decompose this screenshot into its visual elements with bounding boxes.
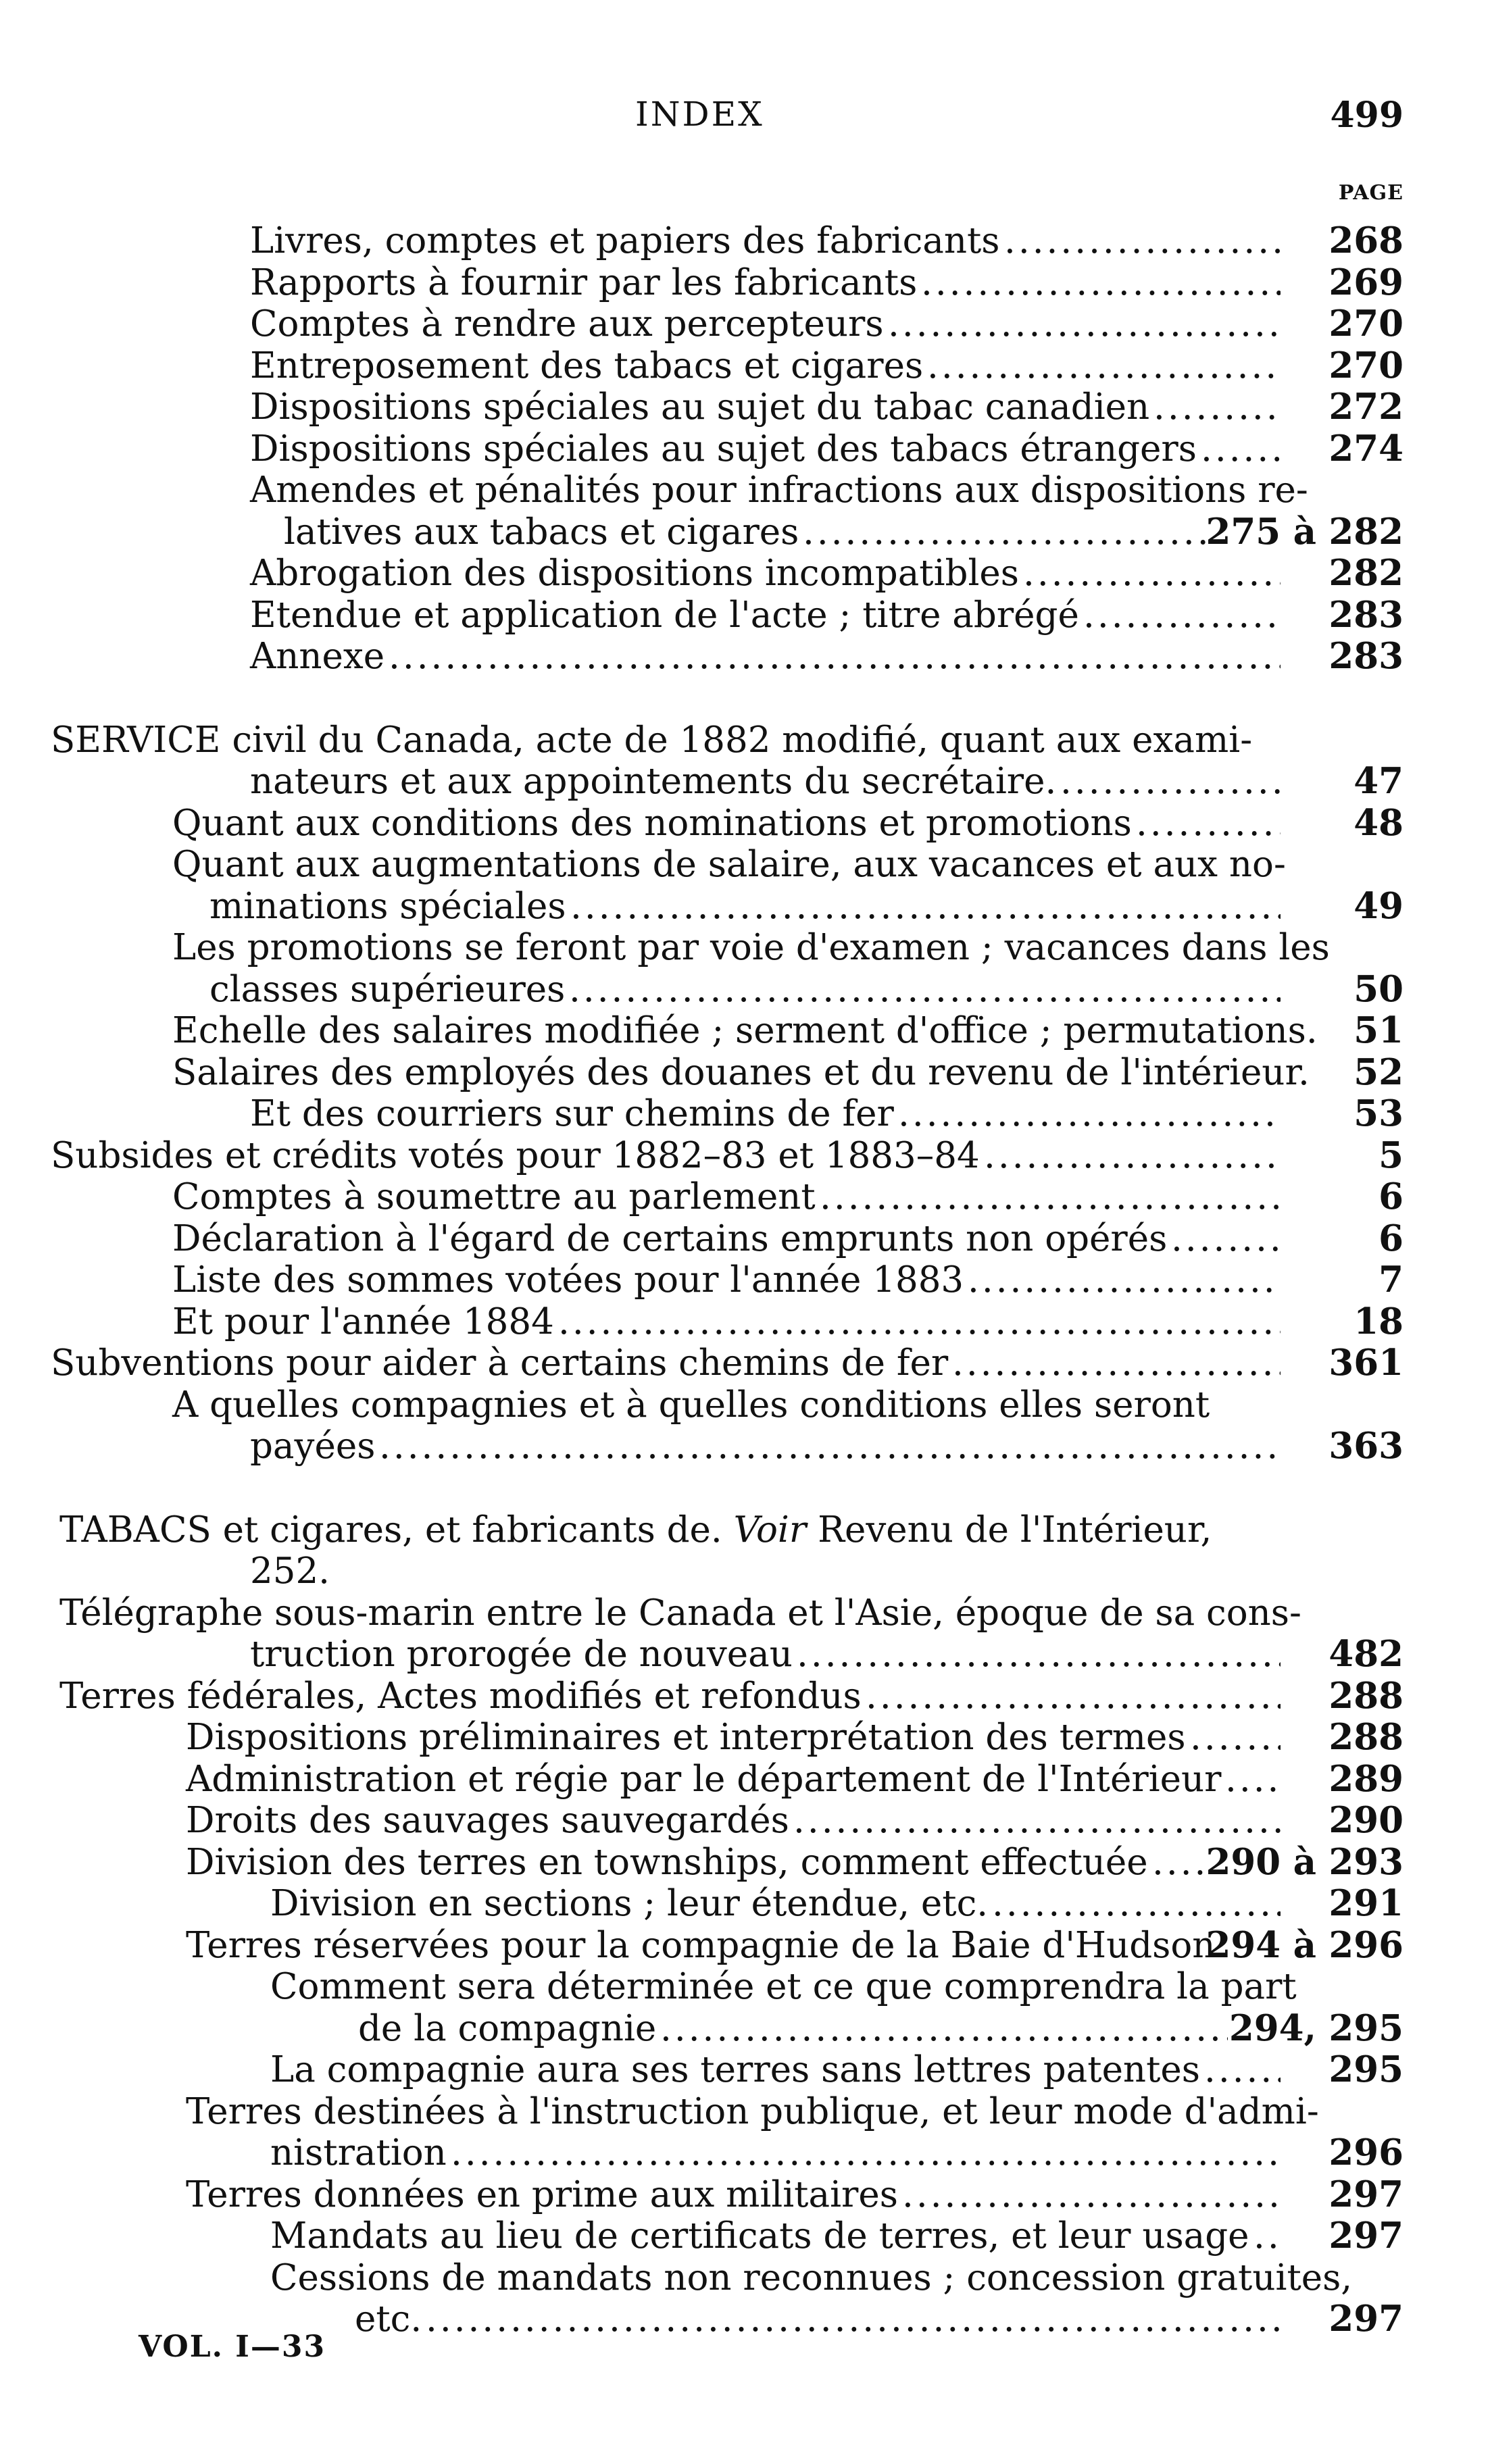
leader-dots — [570, 886, 1281, 928]
leader-dots — [451, 2132, 1281, 2174]
leader-dots — [389, 636, 1281, 678]
index-entry-text: SERVICE civil du Canada, acte de 1882 modifié, quant aux exami- — [51, 719, 1253, 761]
index-entry — [0, 1842, 1490, 1884]
index-entry-line — [0, 2215, 1490, 2257]
leader-dots — [888, 303, 1281, 345]
index-entry-line — [0, 2132, 1490, 2174]
index-entry-line — [0, 1592, 1490, 1634]
index-entry — [0, 262, 1490, 304]
index-entry — [0, 803, 1490, 845]
leader-dots — [1023, 553, 1281, 595]
index-entry-line — [0, 1426, 1490, 1467]
page-reference: 288 — [1328, 1674, 1404, 1717]
index-entry-text: latives aux tabacs et cigares — [284, 511, 799, 553]
index-entry-text: Quant aux augmentations de salaire, aux vacances et aux no- — [172, 844, 1286, 885]
index-entry-text: Dispositions spéciales au sujet des tabacs étrangers — [250, 428, 1197, 470]
index-entry — [0, 303, 1490, 345]
leader-dots — [952, 1342, 1281, 1384]
index-entry-text: nistration — [270, 2132, 447, 2173]
page-reference: 53 — [1354, 1092, 1404, 1134]
index-entry-text: Dispositions préliminaires et interprétation des termes — [186, 1717, 1186, 1758]
page-reference: 6 — [1379, 1176, 1404, 1217]
index-entry — [0, 1010, 1490, 1052]
leader-dots — [820, 1176, 1281, 1218]
index-entry-text: Mandats au lieu de certificats de terres, et leur usage — [270, 2215, 1249, 2257]
index-entry — [0, 1176, 1490, 1218]
index-entry — [0, 1800, 1490, 1842]
index-entry — [0, 1717, 1490, 1759]
index-entry-text: Entreposement des tabacs et cigares — [250, 345, 924, 386]
index-entry-line — [0, 1925, 1490, 1967]
leader-dots — [1153, 386, 1281, 428]
index-entry — [0, 1301, 1490, 1343]
leader-dots — [902, 2174, 1281, 2216]
index-entry-line — [0, 636, 1490, 678]
index-entry — [0, 1883, 1490, 1925]
page-reference: 482 — [1328, 1633, 1404, 1675]
index-entry-line — [0, 1717, 1490, 1759]
leader-dots — [1136, 803, 1281, 845]
leader-dots — [793, 1800, 1281, 1842]
index-entry-text: Cessions de mandats non reconnues ; concession gratuites, — [270, 2257, 1353, 2298]
index-entry-line — [0, 1384, 1490, 1426]
page-reference: 47 — [1354, 760, 1404, 802]
index-entry-text: Quant aux conditions des nominations et promotions — [172, 802, 1132, 844]
page-reference: 52 — [1354, 1051, 1404, 1093]
index-entry-text: truction prorogée de nouveau — [250, 1634, 793, 1675]
page-reference: 7 — [1379, 1259, 1404, 1301]
index-entry-text: Liste des sommes votées pour l'année 1883 — [172, 1259, 964, 1301]
index-entry-line — [0, 1301, 1490, 1343]
index-entry-line — [0, 470, 1490, 511]
page-reference: 291 — [1328, 1882, 1404, 1924]
index-entry — [0, 1259, 1490, 1301]
index-entry-text: Terres données en prime aux militaires — [186, 2173, 898, 2215]
leader-dots — [558, 1301, 1281, 1343]
page-reference: 297 — [1328, 2215, 1404, 2257]
page-reference: 275 à 282 — [1206, 510, 1404, 553]
leader-dots — [569, 969, 1281, 1011]
index-entry-line — [0, 844, 1490, 886]
index-entry — [0, 595, 1490, 636]
index-entry-line — [0, 345, 1490, 387]
page-reference: 294 à 296 — [1206, 1924, 1404, 1966]
index-entry-text: Les promotions se feront par voie d'examen ; vacances dans les — [172, 927, 1330, 968]
index-entry-line — [0, 2174, 1490, 2216]
index-entry-line — [0, 428, 1490, 470]
page-reference: 48 — [1354, 801, 1404, 844]
index-entry-text: A quelles compagnies et à quelles conditions elles seront — [172, 1384, 1210, 1426]
index-entry — [0, 1966, 1490, 2049]
leader-dots — [927, 345, 1281, 387]
leader-dots — [1004, 220, 1281, 262]
leader-dots — [921, 262, 1281, 304]
index-entry-text: Dispositions spéciales au sujet du tabac canadien — [250, 386, 1150, 428]
index-entry-text: TABACS et cigares, et fabricants de. Voir Revenu de l'Intérieur, — [59, 1509, 1212, 1551]
index-entry-line — [0, 2091, 1490, 2133]
page-reference: 51 — [1354, 1009, 1404, 1051]
index-entry-text: Terres fédérales, Actes modifiés et refondus — [59, 1675, 862, 1717]
index-entry-line — [0, 1883, 1490, 1925]
page-reference: 50 — [1354, 967, 1404, 1010]
index-entry — [0, 220, 1490, 262]
index-entry-line — [0, 1634, 1490, 1676]
index-entry-text: Terres réservées pour la compagnie de la Baie d'Hudson — [186, 1924, 1216, 1966]
leader-dots — [1253, 2215, 1281, 2257]
leader-dots — [984, 1135, 1281, 1177]
leader-dots — [1204, 2049, 1281, 2091]
index-entry — [0, 2215, 1490, 2257]
index-entry-text: Droits des sauvages sauvegardés — [186, 1800, 789, 1841]
index-entry-text: Amendes et pénalités pour infractions aux dispositions re- — [250, 470, 1308, 511]
index-entry-line — [0, 1342, 1490, 1384]
index-entry-text: Etendue et application de l'acte ; titre abrégé — [250, 594, 1079, 636]
index-entry-text: de la compagnie — [358, 2007, 657, 2049]
page-column-label: PAGE — [1338, 181, 1404, 205]
index-entry-text: Déclaration à l'égard de certains emprunts non opérés — [172, 1217, 1168, 1259]
index-entry — [0, 1384, 1490, 1467]
index-entry-text: nateurs et aux appointements du secrétaire. — [250, 761, 1057, 802]
page-reference: 297 — [1328, 2173, 1404, 2215]
leader-dots — [379, 1426, 1281, 1467]
page-reference: 269 — [1328, 261, 1404, 303]
index-entry-line — [0, 927, 1490, 969]
page-reference: 363 — [1328, 1425, 1404, 1467]
index-entry-line — [0, 386, 1490, 428]
index-entry-line — [0, 1010, 1490, 1052]
leader-dots — [803, 511, 1208, 553]
index-entry-text: Comptes à rendre aux percepteurs — [250, 303, 884, 345]
index-entry-text: Télégraphe sous-marin entre le Canada et l'Asie, époque de sa cons- — [59, 1592, 1301, 1634]
page-reference: 270 — [1328, 344, 1404, 386]
index-entry — [0, 720, 1490, 803]
index-entry — [0, 428, 1490, 470]
index-entry-text: Annexe — [250, 636, 385, 677]
signature-mark: VOL. I—33 — [139, 2330, 326, 2364]
index-entry — [0, 1509, 1490, 1592]
leader-dots — [1171, 1218, 1281, 1260]
index-entry — [0, 1135, 1490, 1177]
leader-dots — [1152, 1842, 1208, 1884]
index-entry-text: classes supérieures — [209, 968, 566, 1010]
index-entry-text: Et des courriers sur chemins de fer — [250, 1093, 894, 1134]
index-entry-text: etc. — [355, 2298, 422, 2340]
page-reference: 272 — [1328, 386, 1404, 428]
index-entry-text: La compagnie aura ses terres sans lettres patentes — [270, 2049, 1200, 2090]
index-entry-line — [0, 1842, 1490, 1884]
index-entry — [0, 1759, 1490, 1801]
index-entry-text: Administration et régie par le département de l'Intérieur — [186, 1758, 1222, 1800]
index-entry-text: Terres destinées à l'instruction publique, et leur mode d'admi- — [186, 2090, 1319, 2132]
index-entry-text: Salaires des employés des douanes et du revenu de l'intérieur. — [172, 1051, 1310, 1093]
leader-dots — [968, 1259, 1281, 1301]
index-entry-line — [0, 886, 1490, 928]
index-entry — [0, 2257, 1490, 2340]
index-entry-line — [0, 1800, 1490, 1842]
index-entry — [0, 345, 1490, 387]
page-header — [0, 95, 1490, 142]
page-number: 499 — [1330, 95, 1404, 136]
index-entry-line — [0, 303, 1490, 345]
index-entry — [0, 470, 1490, 553]
index-entry — [0, 2174, 1490, 2216]
leader-dots — [898, 1093, 1281, 1135]
page-reference: 268 — [1328, 220, 1404, 261]
page-reference: 296 — [1328, 2132, 1404, 2173]
index-entry-line — [0, 1176, 1490, 1218]
leader-dots — [1190, 1717, 1281, 1759]
page-reference: 282 — [1328, 552, 1404, 594]
index-entry-text: Echelle des salaires modifiée ; serment d'office ; permutations. — [172, 1010, 1318, 1051]
index-entry-line — [0, 1759, 1490, 1801]
leader-dots — [1060, 761, 1281, 803]
index-entry-text: Et pour l'année 1884 — [172, 1301, 554, 1342]
index-entry — [0, 2091, 1490, 2174]
index-entry-line — [0, 803, 1490, 845]
index-entry-text: Division en sections ; leur étendue, etc. — [270, 1883, 989, 1924]
index-entry — [0, 844, 1490, 927]
index-entry-line — [0, 553, 1490, 595]
leader-dots — [1083, 595, 1281, 636]
index-entry-text: Rapports à fournir par les fabricants — [250, 261, 918, 303]
index-entry-line — [0, 1052, 1490, 1094]
index-entry — [0, 927, 1490, 1010]
index-entry-line — [0, 1676, 1490, 1717]
leader-dots — [866, 1676, 1281, 1717]
index-entry-line — [0, 262, 1490, 304]
index-entry-line — [0, 220, 1490, 262]
leader-dots — [426, 2298, 1281, 2340]
leader-dots — [1201, 428, 1281, 470]
page-reference: 274 — [1328, 427, 1404, 470]
page-reference: 294, 295 — [1228, 2007, 1404, 2049]
page-reference: 297 — [1328, 2298, 1404, 2340]
index-entry-line — [0, 1966, 1490, 2008]
running-title: INDEX — [635, 95, 764, 134]
index-entry-text: Division des terres en townships, comment effectuée — [186, 1841, 1148, 1883]
index-entry-text: Abrogation des dispositions incompatibles — [250, 553, 1019, 594]
page-reference: 290 — [1328, 1799, 1404, 1841]
index-entry — [0, 386, 1490, 428]
index-entry — [0, 636, 1490, 678]
index-entry-text: minations spéciales — [209, 885, 566, 927]
page-reference: 361 — [1328, 1342, 1404, 1384]
index-entry-text: Subsides et crédits votés pour 1882–83 et 1883–84 — [51, 1134, 980, 1176]
index-entry — [0, 2049, 1490, 2091]
page-reference: 295 — [1328, 2048, 1404, 2090]
index-entry-line — [0, 1509, 1490, 1551]
index-entry-list — [0, 220, 1490, 2340]
page-reference: 5 — [1379, 1134, 1404, 1176]
index-entry-line — [0, 595, 1490, 636]
index-entry-line — [0, 761, 1490, 803]
page-reference: 283 — [1328, 635, 1404, 677]
page-reference: 289 — [1328, 1757, 1404, 1800]
leader-dots — [1225, 1759, 1281, 1801]
index-entry-text: Livres, comptes et papiers des fabricants — [250, 220, 1000, 261]
index-entry-line — [0, 2049, 1490, 2091]
index-entry — [0, 1925, 1490, 1967]
index-entry-line — [0, 2008, 1490, 2050]
index-entry-line — [0, 1259, 1490, 1301]
index-entry — [0, 553, 1490, 595]
index-entry-line — [0, 1135, 1490, 1177]
index-entry — [0, 1218, 1490, 1260]
index-entry — [0, 1342, 1490, 1384]
index-entry — [0, 1093, 1490, 1135]
page-reference: 290 à 293 — [1206, 1840, 1404, 1883]
index-entry-text: Subventions pour aider à certains chemins de fer — [51, 1342, 949, 1384]
index-entry — [0, 1052, 1490, 1094]
page-reference: 49 — [1354, 884, 1404, 927]
leader-dots — [660, 2008, 1228, 2050]
index-entry-line — [0, 1093, 1490, 1135]
page-reference: 288 — [1328, 1716, 1404, 1758]
index-entry-line — [0, 720, 1490, 761]
index-entry-text: payées — [250, 1426, 376, 1467]
index-entry-line — [0, 1218, 1490, 1260]
page-reference: 18 — [1354, 1300, 1404, 1342]
index-entry-text: 252. — [250, 1551, 330, 1592]
leader-dots — [797, 1634, 1281, 1676]
leader-dots — [992, 1883, 1281, 1925]
index-entry — [0, 1592, 1490, 1676]
index-entry-line — [0, 1551, 1490, 1592]
index-entry — [0, 1676, 1490, 1717]
index-entry-text: Comptes à soumettre au parlement — [172, 1176, 816, 1217]
page-reference: 6 — [1379, 1217, 1404, 1259]
index-entry-text: Comment sera déterminée et ce que comprendra la part — [270, 1966, 1297, 2007]
page-reference: 283 — [1328, 593, 1404, 636]
index-entry-line — [0, 2257, 1490, 2299]
index-entry-line — [0, 511, 1490, 553]
page-reference: 270 — [1328, 303, 1404, 345]
index-entry-line — [0, 969, 1490, 1011]
